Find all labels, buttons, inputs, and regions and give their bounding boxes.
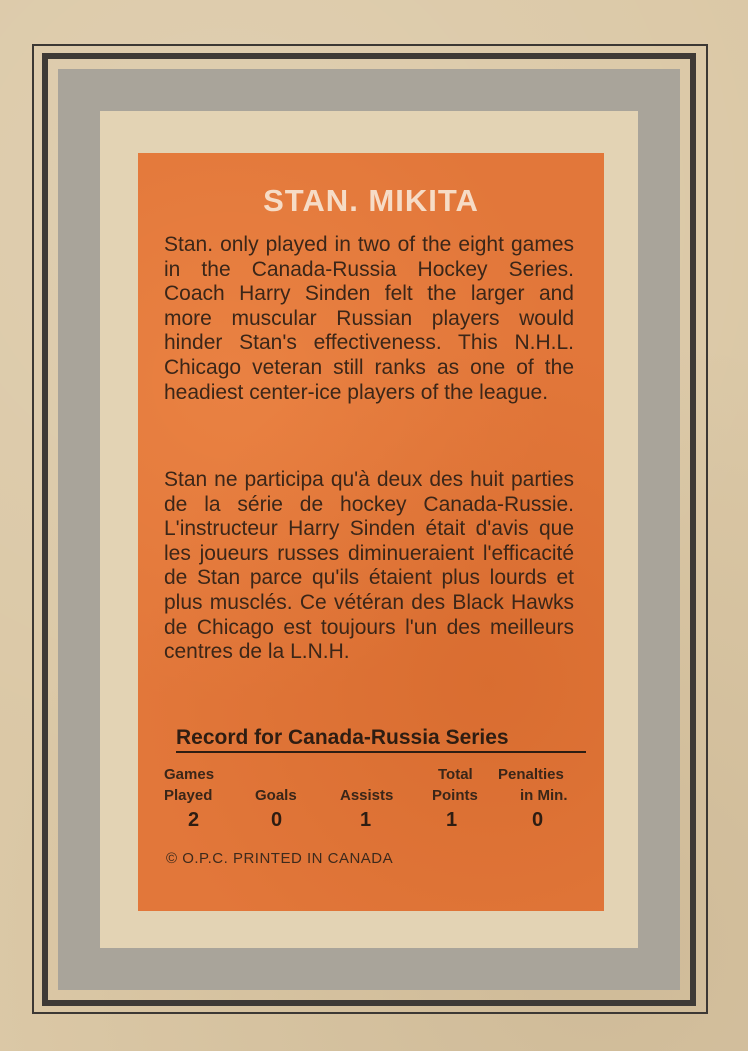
stat-header: Games <box>164 766 215 783</box>
french-bio: Stan ne participa qu'à deux des huit parties de la série de hockey Canada-Russie. L'instructeur Harry Sinden était d'avis que les joueurs russes diminueraient l'efficacité de Stan parce qu'ils étaient plus lourds et plus musclés. Ce vétéran des Black Hawks de Chicago est toujours l'un des meilleurs centres de la L.N.H. <box>164 468 574 664</box>
stat-goals <box>255 764 297 831</box>
stat-total-points <box>432 764 478 831</box>
stat-header: Total <box>438 766 473 783</box>
stat-penalties <box>498 764 568 831</box>
stat-games-played <box>164 764 215 831</box>
stat-value: 0 <box>532 809 544 831</box>
stat-header: Points <box>432 787 478 804</box>
stat-header: Penalties <box>498 766 564 783</box>
text-panel <box>138 153 604 911</box>
stat-header: in Min. <box>520 787 568 804</box>
stat-assists <box>340 764 394 831</box>
stat-header: Played <box>164 787 213 804</box>
stat-value: 1 <box>446 809 458 831</box>
player-name: STAN. MIKITA <box>263 183 479 218</box>
stat-value: 2 <box>188 809 200 831</box>
copyright-line: © O.P.C. PRINTED IN CANADA <box>166 850 394 867</box>
record-heading: Record for Canada-Russia Series <box>176 726 586 753</box>
stat-value: 1 <box>360 809 372 831</box>
stat-header: Assists <box>340 787 394 804</box>
stat-value: 0 <box>271 809 283 831</box>
english-bio: Stan. only played in two of the eight games in the Canada-Russia Hockey Series. Coach Harry Sinden felt the larger and more muscular Russian players would hinder Stan's effectiveness. This N.H.L. Chicago veteran still ranks as one of the headiest center-ice players of the league. <box>164 233 574 404</box>
stat-header: Goals <box>255 787 297 804</box>
